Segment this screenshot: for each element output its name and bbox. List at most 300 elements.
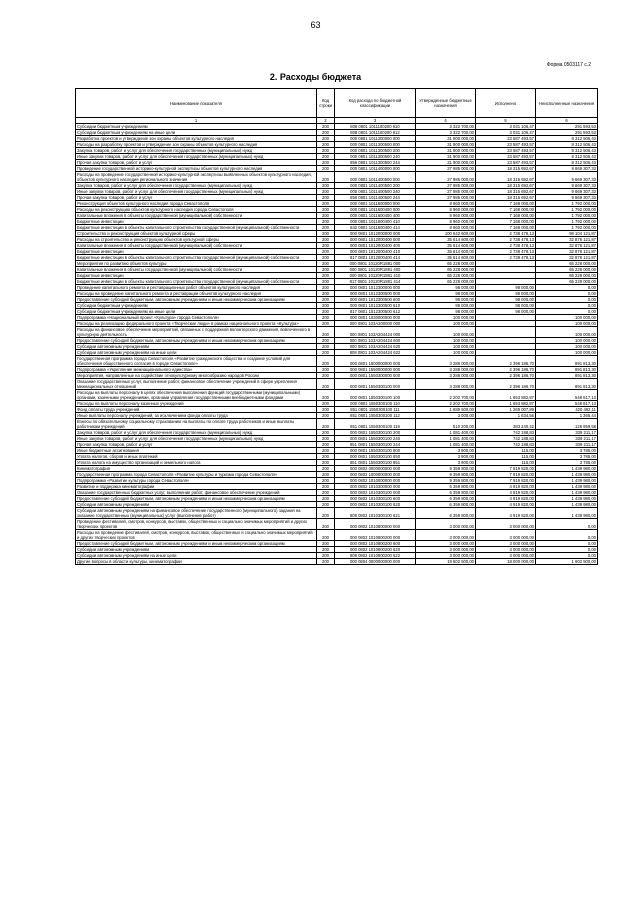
row-executed: 2 738 478,13: [476, 231, 536, 237]
row-unexecuted: 1 792 000,00: [536, 201, 598, 207]
table-row: [76, 379, 598, 390]
row-executed: 7 168 000,00: [476, 225, 536, 231]
row-name: Фонд оплаты труда учреждений: [76, 407, 317, 413]
row-line-code: 200: [317, 309, 335, 315]
row-line-code: 200: [317, 219, 335, 225]
row-approved: 6 359 800,00: [416, 484, 476, 490]
row-class-code: 000 0802 1010300000 000: [335, 484, 416, 490]
row-unexecuted: 891 813,30: [536, 356, 598, 367]
row-executed: 2 396 186,70: [476, 367, 536, 373]
row-name: Иные закупки товаров, работ и услуг для обеспечения государственных (муниципальных) нужд: [76, 154, 317, 160]
row-unexecuted: 1 792 000,00: [536, 207, 598, 213]
row-name: Прочая закупка товаров, работ и услуг: [76, 160, 317, 166]
row-name: Мероприятия по развитию объектов культуры: [76, 261, 317, 267]
row-class-code: 000 0801 1550300100 100: [335, 390, 416, 401]
row-unexecuted: 100 000,00: [536, 338, 598, 344]
row-name: Прочая закупка товаров, работ и услуг: [76, 195, 317, 201]
row-approved: 100 000,00: [416, 327, 476, 338]
row-line-code: 200: [317, 124, 335, 130]
row-class-code: 808 0802 1010300100 621: [335, 508, 416, 519]
row-line-code: 200: [317, 267, 335, 273]
row-class-code: 000 0801 1011300500 000: [335, 142, 416, 148]
row-approved: 65 228 000,00: [416, 267, 476, 273]
row-line-code: 200: [317, 285, 335, 291]
row-executed: 7 168 000,00: [476, 219, 536, 225]
row-approved: 9 359 800,00: [416, 466, 476, 472]
row-executed: 1 634,56: [476, 413, 536, 419]
row-unexecuted: 8 312 506,43: [536, 142, 598, 148]
row-name: Субсидии автономным учреждениям на иные цели: [76, 350, 317, 356]
row-class-code: 851 0801 1550300100 119: [335, 419, 416, 430]
row-unexecuted: 0,00: [536, 519, 598, 530]
row-line-code: 200: [317, 231, 335, 237]
row-name: Расходы на выплаты персоналу казенных учреждений: [76, 401, 317, 407]
row-executed: 1 653 882,87: [476, 390, 536, 401]
row-name: Капитальные вложения в объекты государственной (муниципальной) собственности: [76, 213, 317, 219]
row-executed: 18 315 692,67: [476, 189, 536, 195]
row-name: Предоставление субсидий бюджетным, автономным учреждениям и иным некоммерческим организациям: [76, 541, 317, 547]
row-executed: 4 919 820,00: [476, 502, 536, 508]
row-name: Реконструкция объектов культурного наследия города Севастополя: [76, 201, 317, 207]
row-name: Субсидии бюджетным учреждениям: [76, 303, 317, 309]
row-executed: 1 653 882,87: [476, 401, 536, 407]
row-executed: 18 315 692,67: [476, 166, 536, 172]
row-unexecuted: 1 365,44: [536, 413, 598, 419]
row-executed: 7 919 820,00: [476, 478, 536, 484]
row-line-code: 200: [317, 338, 335, 344]
row-name: Иные бюджетные ассигнования: [76, 448, 317, 454]
header-approved: Утвержденные бюджетные назначения: [416, 89, 476, 118]
row-line-code: 200: [317, 154, 335, 160]
row-line-code: 200: [317, 350, 335, 356]
row-line-code: 200: [317, 460, 335, 466]
row-approved: 98 000,00: [416, 303, 476, 309]
row-unexecuted: 1 439 980,00: [536, 472, 598, 478]
row-unexecuted: 0,00: [536, 297, 598, 303]
row-approved: 3 900,00: [416, 460, 476, 466]
row-unexecuted: 9 669 307,33: [536, 166, 598, 172]
row-unexecuted: 65 228 000,00: [536, 261, 598, 267]
row-executed: 23 587 493,57: [476, 136, 536, 142]
row-approved: 3 322 700,00: [416, 130, 476, 136]
row-line-code: 200: [317, 379, 335, 390]
row-approved: 3 900,00: [416, 454, 476, 460]
row-class-code: 851 0801 1550300100 851: [335, 460, 416, 466]
row-approved: 6 359 800,00: [416, 490, 476, 496]
row-name: Кинематография: [76, 466, 317, 472]
row-approved: 6 359 800,00: [416, 502, 476, 508]
row-name: Оказание государственных бюджетных услуг, выполнение работ, финансовое обеспечение учреждений: [76, 490, 317, 496]
row-line-code: 200: [317, 356, 335, 367]
row-line-code: 200: [317, 466, 335, 472]
row-name: Мероприятия, направленные на содействие этнокультурному многообразию народов России: [76, 373, 317, 379]
row-unexecuted: 100 000,00: [536, 350, 598, 356]
page-number: 63: [310, 20, 321, 30]
row-class-code: 817 0801 1012300500 612: [335, 309, 416, 315]
row-unexecuted: 0,00: [536, 541, 598, 547]
row-name: Закупка товаров, работ и услуг для обеспечения государственных (муниципальных) нужд: [76, 148, 317, 154]
row-executed: 2 738 478,13: [476, 255, 536, 261]
row-class-code: 842 0801 1011600400 414: [335, 225, 416, 231]
row-approved: 2 202 700,00: [416, 401, 476, 407]
row-unexecuted: 9 669 307,33: [536, 189, 598, 195]
row-executed: 3 000 000,00: [476, 541, 536, 547]
row-executed: 742 188,83: [476, 442, 536, 448]
row-unexecuted: 100 000,00: [536, 315, 598, 321]
row-line-code: 200: [317, 213, 335, 219]
row-line-code: 200: [317, 502, 335, 508]
row-executed: 7 168 000,00: [476, 213, 536, 219]
row-class-code: 000 0801 103A200000 000: [335, 321, 416, 327]
row-name: Предоставление субсидий бюджетным, автономным учреждениям и иным некоммерческим организациям: [76, 496, 317, 502]
row-approved: 1 081 400,00: [416, 436, 476, 442]
row-line-code: 200: [317, 297, 335, 303]
row-approved: 27 985 000,00: [416, 183, 476, 189]
row-class-code: 000 0801 1012000000 000: [335, 231, 416, 237]
row-class-code: 000 0801 1012300500 610: [335, 303, 416, 309]
row-name: Расходы на проведение капитального ремонта и реставрации объектов культурного наследия: [76, 291, 317, 297]
row-class-code: 000 0801 1550300000 000: [335, 373, 416, 379]
row-unexecuted: 291 593,53: [536, 124, 598, 130]
row-line-code: 200: [317, 166, 335, 172]
row-executed: 7 168 000,00: [476, 201, 536, 207]
row-name: Разработка проектов и утверждение зон охраны объектов культурного наследия: [76, 136, 317, 142]
row-approved: 31 900 000,00: [416, 160, 476, 166]
row-line-code: 200: [317, 148, 335, 154]
row-unexecuted: 339 211,17: [536, 442, 598, 448]
row-line-code: 200: [317, 207, 335, 213]
row-class-code: 000 0801 1550300100 800: [335, 448, 416, 454]
row-name: Проведение государственной историко-культурной экспертизы объектов культурного наследия: [76, 166, 317, 172]
table-row: [76, 390, 598, 401]
row-approved: 3 000,00: [416, 413, 476, 419]
row-approved: 27 985 000,00: [416, 166, 476, 172]
row-unexecuted: 548 817,13: [536, 390, 598, 401]
row-line-code: 200: [317, 519, 335, 530]
row-executed: 18 315 692,67: [476, 195, 536, 201]
row-unexecuted: 339 211,17: [536, 430, 598, 436]
row-name: Расходы на финансовое обеспечение мероприятий, связанных с поддержкой волонтерского движения, вовлеченного в культурную деятельность: [76, 327, 317, 338]
row-unexecuted: 0,00: [536, 530, 598, 541]
row-line-code: 200: [317, 407, 335, 413]
row-class-code: 000 0801 1500000000 000: [335, 356, 416, 367]
row-executed: 115,00: [476, 460, 536, 466]
row-name: Иные выплаты персоналу учреждений, за исключением фонда оплаты труда: [76, 413, 317, 419]
row-approved: 3 000 000,00: [416, 530, 476, 541]
row-class-code: 000 0802 1010000000 000: [335, 478, 416, 484]
row-line-code: 200: [317, 448, 335, 454]
expenditure-table: [75, 88, 598, 565]
header-line-code: Код строки: [317, 89, 335, 118]
row-line-code: 200: [317, 243, 335, 249]
row-unexecuted: 1 792 000,00: [536, 213, 598, 219]
row-approved: 100 000,00: [416, 321, 476, 327]
row-line-code: 200: [317, 454, 335, 460]
row-unexecuted: 0,00: [536, 291, 598, 297]
row-line-code: 200: [317, 559, 335, 565]
row-approved: 3 000 000,00: [416, 519, 476, 530]
row-unexecuted: 891 813,30: [536, 373, 598, 379]
row-executed: 98 000,00: [476, 291, 536, 297]
row-approved: 98 000,00: [416, 309, 476, 315]
row-line-code: 200: [317, 478, 335, 484]
row-unexecuted: 65 228 000,00: [536, 267, 598, 273]
column-number: 1: [76, 118, 317, 124]
header-class-code: Код расхода по бюджетной классификации: [335, 89, 416, 118]
row-class-code: 000 0802 1010800200 000: [335, 530, 416, 541]
row-approved: 3 288 000,00: [416, 379, 476, 390]
table-row: [76, 172, 598, 183]
column-number: 6: [536, 118, 598, 124]
table-row: [76, 508, 598, 519]
row-name: Государственная программа города Севастополя «Развитие гражданского общества и создание условий для обеспечения общественного согласия в городе Севастополе»: [76, 356, 317, 367]
page-title: 2. Расходы бюджета: [269, 72, 362, 82]
row-class-code: 000 0801 1012300500 000: [335, 291, 416, 297]
row-name: Предоставление субсидий бюджетным, автономным учреждениям и иным некоммерческим организациям: [76, 338, 317, 344]
row-unexecuted: 1 439 980,00: [536, 478, 598, 484]
row-name: Капитальные вложения в объекты государственной (муниципальной) собственности: [76, 267, 317, 273]
row-line-code: 200: [317, 130, 335, 136]
row-class-code: 000 0801 1550300100 200: [335, 430, 416, 436]
row-line-code: 200: [317, 195, 335, 201]
row-line-code: 200: [317, 315, 335, 321]
row-line-code: 200: [317, 255, 335, 261]
row-unexecuted: 0,00: [536, 285, 598, 291]
row-class-code: 000 0801 1030000000 000: [335, 315, 416, 321]
row-approved: 8 960 000,00: [416, 213, 476, 219]
row-class-code: 000 0801 1011400500 200: [335, 183, 416, 189]
row-approved: 100 000,00: [416, 350, 476, 356]
row-executed: 2 396 186,70: [476, 356, 536, 367]
row-line-code: 200: [317, 327, 335, 338]
row-name: Субсидии бюджетным учреждениям: [76, 124, 317, 130]
row-line-code: 200: [317, 401, 335, 407]
row-approved: 8 960 000,00: [416, 219, 476, 225]
row-executed: 2 738 478,13: [476, 249, 536, 255]
row-name: Субсидии автономным учреждениям на иные цели: [76, 553, 317, 559]
row-approved: 6 359 800,00: [416, 508, 476, 519]
row-approved: 19 602 500,00: [416, 559, 476, 565]
row-unexecuted: 98 104 121,87: [536, 231, 598, 237]
row-class-code: 851 0801 1550300100 244: [335, 442, 416, 448]
row-class-code: 817 0801 10120R1881 414: [335, 279, 416, 285]
row-executed: 2 738 478,13: [476, 243, 536, 249]
row-line-code: 200: [317, 530, 335, 541]
row-unexecuted: 32 876 121,87: [536, 249, 598, 255]
row-name: Расходы на выплаты персоналу в целях обеспечения выполнения функций государственными (муниципальными) органами, казенными учреждениями, органами управления государственными внебюджетными фондами: [76, 390, 317, 401]
row-class-code: 817 0801 1012000400 414: [335, 255, 416, 261]
row-name: Уплата налога на имущество организаций и земельного налога: [76, 460, 317, 466]
row-name: Бюджетные инвестиции в объекты капитального строительства государственной (муниципальной) собственности: [76, 255, 317, 261]
row-executed: 18 315 692,67: [476, 172, 536, 183]
row-name: Подпрограмма «Национальный проект «Культура» города Севастополя»: [76, 315, 317, 321]
row-executed: 23 587 493,57: [476, 142, 536, 148]
row-approved: 65 228 000,00: [416, 273, 476, 279]
row-unexecuted: 3 785,00: [536, 460, 598, 466]
row-name: Строительство и реконструкция объектов культурной сферы: [76, 231, 317, 237]
row-unexecuted: 1 439 980,00: [536, 502, 598, 508]
row-executed: 3 000 000,00: [476, 553, 536, 559]
row-unexecuted: 9 669 307,33: [536, 195, 598, 201]
row-approved: 3 000 000,00: [416, 547, 476, 553]
row-unexecuted: 3 785,00: [536, 448, 598, 454]
row-executed: 2 396 186,70: [476, 379, 536, 390]
row-name: Предоставление субсидий бюджетным, автономным учреждениям и иным некоммерческим организациям: [76, 297, 317, 303]
row-line-code: 200: [317, 273, 335, 279]
row-executed: 383 240,42: [476, 419, 536, 430]
row-unexecuted: 8 312 506,43: [536, 136, 598, 142]
row-class-code: 000 0801 1012000400 400: [335, 243, 416, 249]
row-unexecuted: 1 439 980,00: [536, 508, 598, 519]
row-line-code: 200: [317, 142, 335, 148]
row-class-code: 000 0801 1550000000 000: [335, 367, 416, 373]
row-class-code: 000 0801 1011300000 000: [335, 136, 416, 142]
row-unexecuted: 100 000,00: [536, 321, 598, 327]
row-name: Закупка товаров, работ и услуг для обеспечения государственных (муниципальных) нужд: [76, 183, 317, 189]
row-name: Взносы по обязательному социальному страхованию на выплаты по оплате труда работников и иные выплаты работникам учреждений: [76, 419, 317, 430]
row-unexecuted: 0,00: [536, 303, 598, 309]
header-name: Наименование показателя: [76, 89, 317, 118]
row-line-code: 200: [317, 508, 335, 519]
row-approved: 98 000,00: [416, 297, 476, 303]
table-row: [76, 519, 598, 530]
row-unexecuted: 1 792 000,00: [536, 219, 598, 225]
row-line-code: 200: [317, 303, 335, 309]
row-line-code: 200: [317, 225, 335, 231]
row-name: Прочая закупка товаров, работ и услуг: [76, 442, 317, 448]
row-approved: 3 000 000,00: [416, 541, 476, 547]
row-name: Капитальные вложения в объекты государственной (муниципальной) собственности: [76, 243, 317, 249]
row-unexecuted: 420 492,11: [536, 407, 598, 413]
row-unexecuted: 291 593,53: [536, 130, 598, 136]
row-executed: 742 188,83: [476, 430, 536, 436]
row-approved: 100 842 600,00: [416, 231, 476, 237]
row-approved: 65 228 000,00: [416, 279, 476, 285]
row-name: Бюджетные инвестиции: [76, 273, 317, 279]
row-line-code: 200: [317, 321, 335, 327]
row-approved: 35 614 600,00: [416, 243, 476, 249]
row-line-code: 200: [317, 430, 335, 436]
row-approved: 8 960 000,00: [416, 201, 476, 207]
row-approved: 3 000 000,00: [416, 553, 476, 559]
table-row: [76, 559, 598, 565]
table-header-row: [76, 89, 598, 118]
row-class-code: 000 0801 10120R1881 410: [335, 273, 416, 279]
row-executed: 115,00: [476, 448, 536, 454]
row-executed: 3 000 000,00: [476, 547, 536, 553]
row-unexecuted: 8 312 506,43: [536, 160, 598, 166]
row-line-code: 200: [317, 373, 335, 379]
row-approved: 31 900 000,00: [416, 136, 476, 142]
row-approved: 100 000,00: [416, 315, 476, 321]
row-name: Государственная программа города Севастополя «Развитие культуры и туризма города Севастополя»: [76, 472, 317, 478]
row-class-code: 000 0801 1011600400 400: [335, 213, 416, 219]
row-line-code: 200: [317, 490, 335, 496]
row-approved: 27 985 000,00: [416, 172, 476, 183]
row-class-code: 000 0801 1012300000 000: [335, 285, 416, 291]
row-unexecuted: 65 228 000,00: [536, 273, 598, 279]
column-number: 3: [335, 118, 416, 124]
row-class-code: 000 0802 1010800200 600: [335, 541, 416, 547]
row-approved: 3 900,00: [416, 448, 476, 454]
row-executed: 4 919 820,00: [476, 496, 536, 502]
table-row: [76, 356, 598, 367]
row-name: Уплата налогов, сборов и иных платежей: [76, 454, 317, 460]
row-name: Оказание государственных услуг, выполнение работ, финансовое обеспечение учреждений в сфере укрепления межнациональных отношений: [76, 379, 317, 390]
row-approved: 31 900 000,00: [416, 154, 476, 160]
row-unexecuted: 1 602 500,00: [536, 559, 598, 565]
row-name: Проведение фестивалей, смотров, конкурсов, выставок, общественных и социально значимых мероприятий и других творческих проектов: [76, 519, 317, 530]
row-class-code: 000 0801 1012000400 410: [335, 249, 416, 255]
row-unexecuted: 9 669 307,33: [536, 172, 598, 183]
header-unexecuted: Неисполненные назначения: [536, 89, 598, 118]
row-unexecuted: 32 876 121,87: [536, 243, 598, 249]
column-number: 5: [476, 118, 536, 124]
row-executed: 98 000,00: [476, 297, 536, 303]
row-unexecuted: 339 211,17: [536, 436, 598, 442]
row-class-code: 000 0802 1010300100 600: [335, 496, 416, 502]
row-name: Бюджетные инвестиции: [76, 249, 317, 255]
row-executed: 4 919 820,00: [476, 484, 536, 490]
row-approved: 2 202 700,00: [416, 390, 476, 401]
row-line-code: 200: [317, 472, 335, 478]
row-name: Иные закупки товаров, работ и услуг для обеспечения государственных (муниципальных) нужд: [76, 436, 317, 442]
row-class-code: 000 0801 103A204424 600: [335, 338, 416, 344]
row-line-code: 200: [317, 201, 335, 207]
row-name: Закупка товаров, работ и услуг для обеспечения государственных (муниципальных) нужд: [76, 430, 317, 436]
row-name: Проведение капитального ремонта и реставрационных работ объектов культурного наследия: [76, 285, 317, 291]
row-unexecuted: 8 312 506,43: [536, 154, 598, 160]
row-approved: 27 985 000,00: [416, 189, 476, 195]
row-unexecuted: 891 813,30: [536, 367, 598, 373]
row-name: Бюджетные инвестиции в объекты капитального строительства государственной (муниципальной) собственности: [76, 225, 317, 231]
row-approved: 31 900 000,00: [416, 148, 476, 154]
row-approved: 35 614 600,00: [416, 255, 476, 261]
row-executed: 7 919 820,00: [476, 472, 536, 478]
row-name: Расходы на строительство и реконструкцию объектов культурной сферы: [76, 237, 317, 243]
row-class-code: 000 0802 1010300100 620: [335, 502, 416, 508]
row-unexecuted: 3 785,00: [536, 454, 598, 460]
row-line-code: 200: [317, 541, 335, 547]
row-line-code: 200: [317, 261, 335, 267]
row-name: Другие вопросы в области культуры, кинематографии: [76, 559, 317, 565]
row-name: Субсидии автономным учреждениям на финансовое обеспечение государственного (муниципального) задания на оказание государственных (муниципальных) услуг (выполнение работ): [76, 508, 317, 519]
row-unexecuted: 1 792 000,00: [536, 225, 598, 231]
row-approved: 98 000,00: [416, 285, 476, 291]
row-name: Субсидии бюджетным учреждениям на иные цели: [76, 130, 317, 136]
row-approved: 6 359 800,00: [416, 496, 476, 502]
row-class-code: 000 0801 10120R1881 400: [335, 267, 416, 273]
row-name: Подпрограмма «Укрепление межнационального единства»: [76, 367, 317, 373]
row-class-code: 808 0801 103A204424 622: [335, 350, 416, 356]
row-line-code: 200: [317, 553, 335, 559]
row-line-code: 200: [317, 436, 335, 442]
table-row: [76, 327, 598, 338]
row-executed: 98 000,00: [476, 303, 536, 309]
row-class-code: 808 0802 1010800200 622: [335, 553, 416, 559]
row-approved: 9 359 800,00: [416, 478, 476, 484]
row-class-code: 851 0801 1550300100 111: [335, 407, 416, 413]
row-executed: 2 396 186,70: [476, 373, 536, 379]
row-approved: 27 985 000,00: [416, 195, 476, 201]
row-unexecuted: 0,00: [536, 309, 598, 315]
row-class-code: 000 0801 103A204424 000: [335, 327, 416, 338]
row-line-code: 200: [317, 249, 335, 255]
row-approved: 100 000,00: [416, 344, 476, 350]
row-unexecuted: 891 813,30: [536, 379, 598, 390]
row-approved: 8 960 000,00: [416, 225, 476, 231]
row-line-code: 200: [317, 183, 335, 189]
